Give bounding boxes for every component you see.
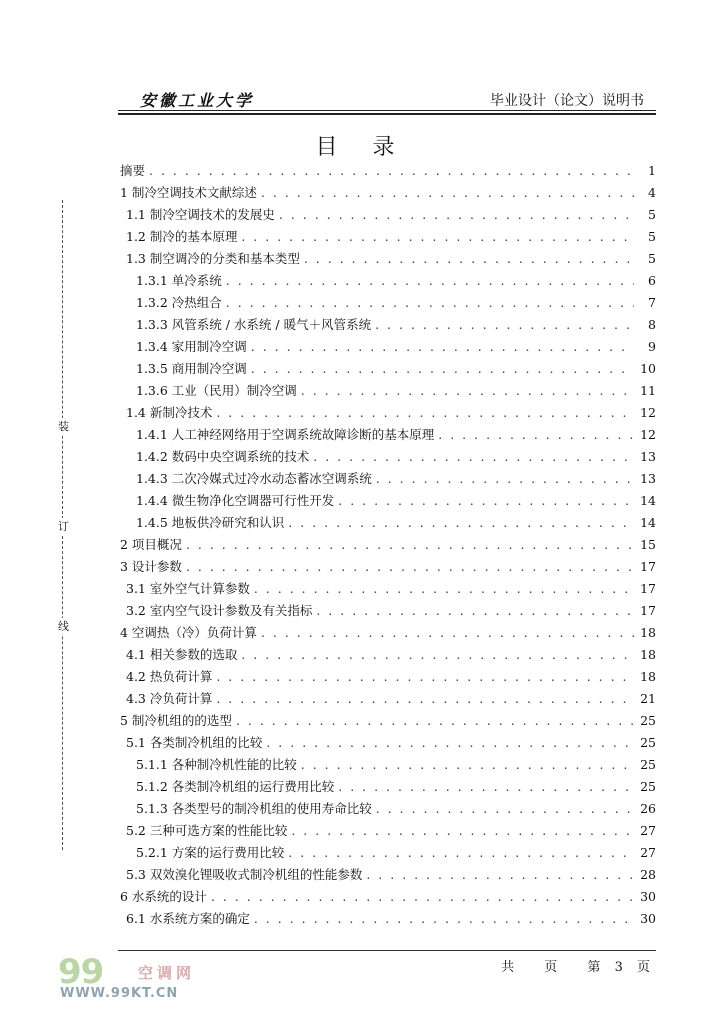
toc-leader-dots: [251, 358, 634, 380]
toc-entry: [120, 578, 656, 600]
toc-entry-page: 14: [640, 515, 656, 530]
toc-leader-dots: [279, 204, 634, 226]
toc-leader-dots: [376, 798, 634, 820]
toc-entry: [120, 710, 656, 732]
toc-entry: [120, 160, 656, 182]
toc-entry-page: 10: [640, 361, 656, 376]
toc-entry-page: 17: [640, 603, 656, 618]
toc-leader-dots: [313, 446, 634, 468]
toc-entry-page: 27: [640, 823, 656, 838]
toc-entry: [120, 270, 656, 292]
toc-entry-page: 17: [640, 559, 656, 574]
toc-entry: [120, 424, 656, 446]
toc-entry-label: 5.1.3 各类型号的制冷机组的使用寿命比较: [136, 801, 372, 816]
toc-leader-dots: [316, 600, 634, 622]
toc-entry-page: 25: [640, 779, 656, 794]
toc-entry: [120, 732, 656, 754]
toc-entry-page: 17: [640, 581, 656, 596]
toc-entry-label: 4.2 热负荷计算: [126, 669, 213, 684]
toc-entry-label: 5.1.1 各种制冷机性能的比较: [136, 757, 297, 772]
toc-entry: [120, 666, 656, 688]
footer-rule: [118, 950, 656, 951]
toc-leader-dots: [211, 886, 634, 908]
toc-entry-label: 5 制冷机组的的选型: [120, 713, 232, 728]
toc-entry: [120, 776, 656, 798]
toc-entry: [120, 842, 656, 864]
toc-leader-dots: [236, 710, 634, 732]
toc-entry-page: 15: [640, 537, 656, 552]
toc-entry: [120, 556, 656, 578]
toc-entry-page: 13: [640, 471, 656, 486]
toc-entry-label: 1 制冷空调技术文献综述: [120, 185, 257, 200]
toc-entry: [120, 336, 656, 358]
toc-leader-dots: [254, 578, 634, 600]
binding-mark-ding: 订: [58, 520, 69, 533]
toc-entry: [120, 820, 656, 842]
toc-entry-page: 25: [640, 735, 656, 750]
table-of-contents: [120, 160, 656, 930]
toc-entry-label: 2 项目概况: [120, 537, 182, 552]
toc-entry-label: 6 水系统的设计: [120, 889, 207, 904]
toc-entry-page: 4: [648, 185, 656, 200]
toc-entry-label: 1.3.4 家用制冷空调: [136, 339, 247, 354]
toc-leader-dots: [288, 512, 634, 534]
toc-leader-dots: [288, 842, 634, 864]
toc-entry-label: 4.1 相关参数的选取: [126, 647, 238, 662]
footer-current-page: 3: [614, 960, 625, 975]
toc-entry-label: 6.1 水系统方案的确定: [126, 911, 250, 926]
toc-entry-label: 3.1 室外空气计算参数: [126, 581, 250, 596]
toc-entry-page: 27: [640, 845, 656, 860]
header-rule: [118, 110, 656, 111]
toc-leader-dots: [251, 336, 634, 358]
toc-entry-page: 25: [640, 713, 656, 728]
toc-entry-page: 12: [640, 405, 656, 420]
toc-entry-label: 1.3.2 冷热组合: [136, 295, 222, 310]
toc-entry-page: 18: [640, 647, 656, 662]
toc-leader-dots: [291, 820, 634, 842]
header-doc-type: 毕业设计（论文）说明书: [490, 93, 644, 109]
toc-leader-dots: [266, 732, 634, 754]
toc-entry: [120, 358, 656, 380]
toc-entry-label: 5.1.2 各类制冷机组的运行费用比较: [136, 779, 335, 794]
footer-page-unit: 页: [544, 960, 560, 975]
toc-entry: [120, 512, 656, 534]
toc-entry-label: 1.4.1 人工神经网络用于空调系统故障诊断的基本原理: [136, 427, 435, 442]
binding-mark-zhuang: 装: [58, 420, 69, 433]
toc-entry-page: 5: [648, 229, 656, 244]
toc-entry-page: 26: [640, 801, 656, 816]
toc-entry-page: 21: [640, 691, 656, 706]
toc-entry-page: 25: [640, 757, 656, 772]
toc-entry-page: 11: [640, 383, 656, 398]
header-rule-thick: [118, 113, 656, 115]
toc-entry-page: 5: [648, 207, 656, 222]
toc-entry-label: 4.3 冷负荷计算: [126, 691, 213, 706]
toc-leader-dots: [338, 490, 634, 512]
toc-leader-dots: [149, 160, 634, 182]
toc-entry-page: 14: [640, 493, 656, 508]
toc-leader-dots: [301, 380, 634, 402]
toc-entry-page: 9: [648, 339, 656, 354]
toc-entry-page: 8: [648, 317, 656, 332]
toc-entry-label: 3 设计参数: [120, 559, 182, 574]
toc-entry: [120, 908, 656, 930]
toc-entry-label: 1.2 制冷的基本原理: [126, 229, 238, 244]
toc-entry-page: 13: [640, 449, 656, 464]
toc-entry: [120, 468, 656, 490]
toc-entry-label: 1.3.3 风管系统 / 水系统 / 暖气＋风管系统: [136, 317, 372, 332]
toc-entry: [120, 248, 656, 270]
toc-leader-dots: [261, 622, 634, 644]
toc-entry-label: 1.3.6 工业（民用）制冷空调: [136, 383, 297, 398]
toc-entry-page: 12: [640, 427, 656, 442]
toc-entry: [120, 380, 656, 402]
toc-entry-label: 1.4.4 微生物净化空调器可行性开发: [136, 493, 335, 508]
toc-entry: [120, 644, 656, 666]
toc-leader-dots: [304, 248, 634, 270]
toc-leader-dots: [241, 644, 634, 666]
toc-entry-label: 1.3 制空调冷的分类和基本类型: [126, 251, 300, 266]
toc-entry: [120, 798, 656, 820]
toc-entry-label: 1.4 新制冷技术: [126, 405, 213, 420]
toc-entry-label: 1.4.2 数码中央空调系统的技术: [136, 449, 310, 464]
toc-entry: [120, 226, 656, 248]
toc-leader-dots: [301, 754, 634, 776]
footer-nth-label: 第: [587, 960, 603, 975]
toc-leader-dots: [338, 776, 634, 798]
toc-leader-dots: [216, 688, 634, 710]
toc-leader-dots: [254, 908, 634, 930]
toc-entry: [120, 204, 656, 226]
toc-entry-label: 1.3.5 商用制冷空调: [136, 361, 247, 376]
toc-leader-dots: [366, 864, 634, 886]
toc-leader-dots: [186, 534, 634, 556]
toc-entry-page: 7: [648, 295, 656, 310]
toc-entry-label: 3.2 室内空气设计参数及有关指标: [126, 603, 313, 618]
toc-entry: [120, 314, 656, 336]
toc-leader-dots: [226, 292, 634, 314]
toc-entry-page: 30: [640, 911, 656, 926]
footer-page-info: [479, 956, 652, 975]
toc-entry-page: 28: [640, 867, 656, 882]
toc-entry-label: 1.4.5 地板供冷研究和认识: [136, 515, 285, 530]
toc-entry-label: 5.1 各类制冷机组的比较: [126, 735, 263, 750]
toc-entry-label: 摘要: [120, 163, 146, 178]
toc-entry-label: 5.2 三种可选方案的性能比较: [126, 823, 288, 838]
watermark-number: 99: [58, 952, 104, 992]
toc-entry: [120, 446, 656, 468]
toc-entry: [120, 754, 656, 776]
toc-entry: [120, 402, 656, 424]
toc-leader-dots: [186, 556, 634, 578]
toc-entry-label: 4 空调热（冷）负荷计算: [120, 625, 257, 640]
toc-entry-page: 18: [640, 625, 656, 640]
binding-mark-xian: 线: [58, 620, 69, 633]
toc-leader-dots: [376, 468, 634, 490]
toc-title: 目 录: [315, 135, 409, 160]
toc-leader-dots: [261, 182, 634, 204]
toc-entry-page: 1: [648, 163, 656, 178]
footer-total-label: 共: [501, 960, 517, 975]
toc-entry-page: 30: [640, 889, 656, 904]
toc-leader-dots: [375, 314, 634, 336]
toc-entry: [120, 292, 656, 314]
footer-page-unit-2: 页: [636, 960, 652, 975]
toc-entry: [120, 600, 656, 622]
toc-leader-dots: [438, 424, 634, 446]
toc-entry: [120, 490, 656, 512]
watermark-brand: 空调网: [138, 964, 196, 982]
toc-entry-label: 5.2.1 方案的运行费用比较: [136, 845, 285, 860]
watermark-url: WWW.99KT.CN: [60, 986, 179, 1001]
toc-leader-dots: [216, 666, 634, 688]
toc-leader-dots: [241, 226, 634, 248]
toc-entry-label: 1.3.1 单冷系统: [136, 273, 222, 288]
toc-entry-page: 5: [648, 251, 656, 266]
toc-entry: [120, 534, 656, 556]
toc-entry: [120, 864, 656, 886]
toc-entry-page: 18: [640, 669, 656, 684]
toc-entry-label: 1.4.3 二次冷媒式过冷水动态蓄冰空调系统: [136, 471, 372, 486]
toc-leader-dots: [216, 402, 634, 424]
header-university: 安徽工业大学: [140, 91, 255, 110]
toc-entry-label: 1.1 制冷空调技术的发展史: [126, 207, 275, 222]
toc-entry: [120, 622, 656, 644]
toc-entry-page: 6: [648, 273, 656, 288]
toc-entry: [120, 886, 656, 908]
toc-leader-dots: [226, 270, 634, 292]
toc-entry-label: 5.3 双效溴化锂吸收式制冷机组的性能参数: [126, 867, 363, 882]
toc-entry: [120, 182, 656, 204]
toc-entry: [120, 688, 656, 710]
